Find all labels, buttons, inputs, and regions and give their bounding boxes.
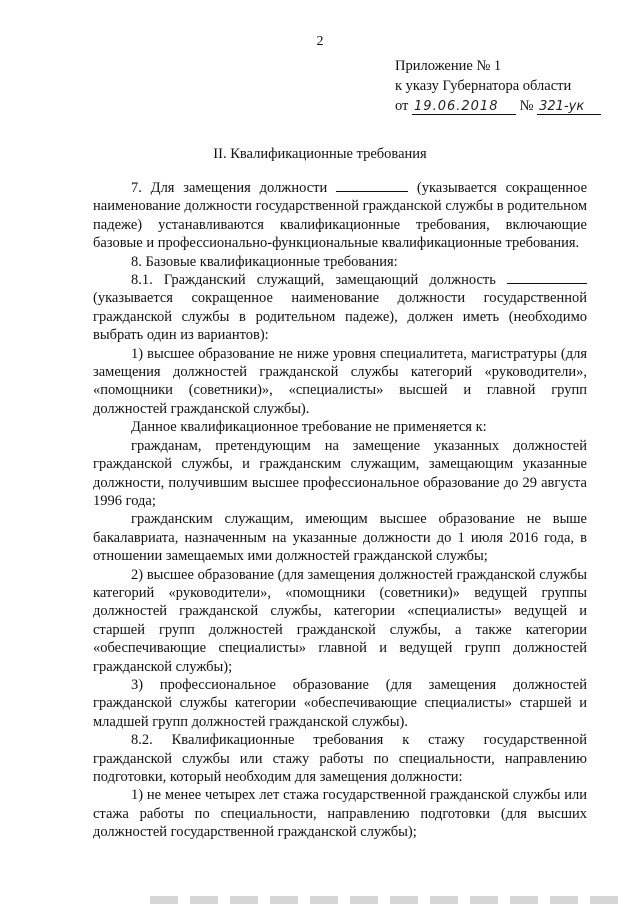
handwritten-date: 19.06.2018 — [412, 99, 516, 115]
from-label: от — [395, 98, 409, 114]
paragraph-7 — [93, 179, 587, 253]
handwritten-number: 321-ук — [537, 99, 601, 115]
paragraph-8-1-start: 8.1. Гражданский служащий, замещающий должность — [131, 272, 496, 289]
exception-2: гражданским служащим, имеющим высшее образование не выше бакалавриата, назначенным на указанные должности до 1 июля 2016 года, в отношении замещаемых ими должностей гражданской службы; — [93, 511, 587, 565]
appendix-block — [395, 56, 635, 116]
appendix-title: Приложение № 1 — [395, 58, 502, 74]
paragraph-8-2-item-1: 1) не менее четырех лет стажа государственной гражданской службы или стажа работы по специальности, направлению подготовки (для высших должностей государственной гражданской службы); — [93, 787, 587, 841]
page-number: 2 — [316, 34, 324, 49]
paragraph-7-end: (указывается сокращенное наименование должности государственной гражданской службы в родительном падеже) устанавливаются квалификационные требования, включающие базовые и профессионально-функциональные квалификационные требования. — [93, 180, 588, 252]
paragraph-8-2: 8.2. Квалификационные требования к стажу государственной гражданской службы или стажу работы по специальности, направлению подготовки, который необходим для замещения должности: — [93, 732, 587, 785]
fill-blank-line — [336, 179, 408, 192]
paragraph-7-start: 7. Для замещения должности — [131, 180, 328, 196]
item-1: 1) высшее образование не ниже уровня специалитета, магистратуры (для замещения должностей гражданской службы категорий «руководители», «помощники (советники)», «специалисты» высшей и главной групп должностей гражданской службы). — [93, 345, 587, 417]
appendix-decree: к указу Губернатора области — [395, 78, 572, 94]
appendix-date-number — [395, 96, 635, 116]
not-applied-note: Данное квалификационное требование не применяется к: — [131, 419, 487, 436]
exception-1: гражданам, претендующим на замещение указанных должностей гражданской службы, и гражданским служащим, замещающим указанные должности, получившим высшее профессиональное образование до 29 августа 1996 года; — [93, 437, 587, 509]
paragraph-8-1-end: (указывается сокращенное наименование должности государственной гражданской службы в родительном падеже), должен иметь (необходимо выбрать один из вариантов): — [93, 290, 587, 344]
item-3: 3) профессиональное образование (для замещения должностей гражданской службы категории «обеспечивающие специалисты» старшей и младшей групп должностей гражданской службы). — [93, 676, 587, 730]
paragraph-8-1 — [93, 271, 587, 345]
cut-off-next-line — [150, 896, 620, 904]
document-body — [93, 179, 587, 842]
section-title: II. Квалификационные требования — [213, 146, 427, 162]
paragraph-8: 8. Базовые квалификационные требования: — [131, 253, 398, 270]
fill-blank-line — [507, 271, 587, 284]
item-2: 2) высшее образование (для замещения должностей гражданской службы категорий «руководители», «помощники (советники)» ведущей группы должностей гражданской службы, категории «специалисты» ведущей и старшей групп должностей гражданской службы, а также категории «обеспечивающие специалисты» главной и ведущей групп должностей гражданской службы); — [93, 566, 587, 675]
number-label: № — [519, 98, 534, 114]
